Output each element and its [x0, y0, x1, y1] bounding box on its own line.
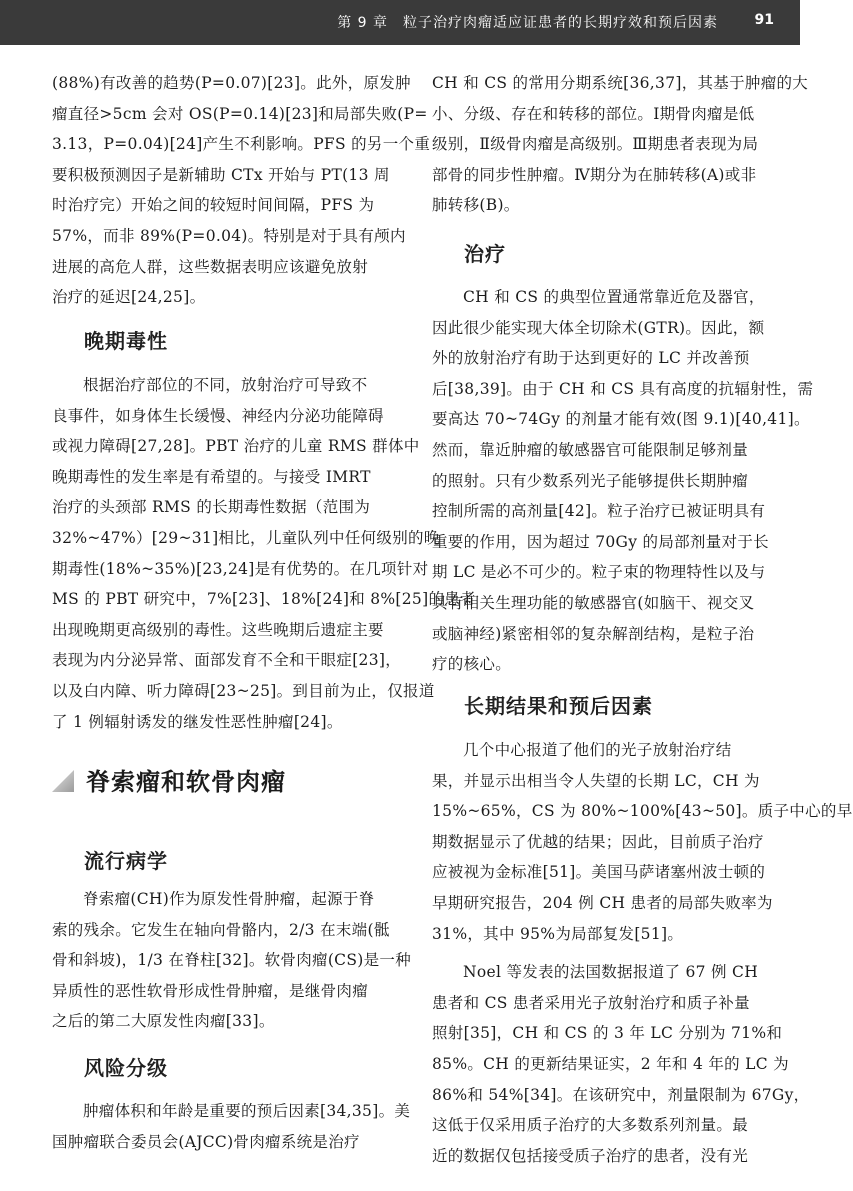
- left-column: [52, 68, 431, 313]
- text-line: 国肿瘤联合委员会(AJCC)骨肉瘤系统是治疗: [52, 1132, 360, 1151]
- text-line: 早期研究报告，204 例 CH 患者的局部失败率为: [432, 893, 773, 912]
- paragraph: [432, 282, 814, 680]
- text-line: 期毒性(18%~35%)[23,24]是有优势的。在几项针对: [52, 559, 429, 578]
- text-line: 要高达 70~74Gy 的剂量才能有效(图 9.1)[40,41]。: [432, 410, 810, 429]
- text-line: 具有相关生理功能的敏感器官(如脑干、视交叉: [432, 593, 755, 612]
- text-line: MS 的 PBT 研究中，7%[23]、18%[24]和 8%[25]的患者: [52, 590, 476, 609]
- text-line: CH 和 CS 的典型位置通常靠近危及器官，: [463, 288, 765, 306]
- text-line: 期 LC 是必不可少的。粒子束的物理特性以及与: [432, 563, 766, 582]
- text-line: 时治疗完）开始之间的较短时间间隔，PFS 为: [52, 196, 375, 215]
- paragraph: [432, 735, 853, 949]
- text-line: 部骨的同步性肿瘤。Ⅳ期分为在肺转移(A)或非: [432, 165, 757, 184]
- text-line: 重要的作用，因为超过 70Gy 的局部剂量对于长: [432, 532, 769, 551]
- text-line: 57%，而非 89%(P=0.04)。特别是对于具有颅内: [52, 226, 406, 245]
- text-line: 86%和 54%[34]。在该研究中，剂量限制为 67Gy，: [432, 1085, 810, 1104]
- text-line: 近的数据仅包括接受质子治疗的患者，没有光: [432, 1146, 749, 1165]
- text-line: 的照射。只有少数系列光子能够提供长期肿瘤: [432, 471, 749, 490]
- text-line: 15%~65%，CS 为 80%~100%[43~50]。质子中心的早: [432, 802, 853, 821]
- text-line: 骨和斜坡)，1/3 在脊柱[32]。软骨肉瘤(CS)是一种: [52, 951, 412, 970]
- text-line: 索的残余。它发生在轴向骨骼内，2/3 在末端(骶: [52, 920, 390, 939]
- left-column-block: [52, 1096, 411, 1157]
- text-line: (88%)有改善的趋势(P=0.07)[23]。此外，原发肿: [52, 74, 411, 92]
- chapter-section-heading: [52, 762, 392, 802]
- left-column-block: [52, 884, 412, 1037]
- text-line: 进展的高危人群，这些数据表明应该避免放射: [52, 257, 369, 276]
- paragraph: [432, 68, 809, 221]
- text-line: 了 1 例辐射诱发的继发性恶性肿瘤[24]。: [52, 712, 343, 731]
- text-line: 或脑神经)紧密相邻的复杂解剖结构，是粒子治: [432, 624, 755, 643]
- text-line: 后[38,39]。由于 CH 和 CS 具有高度的抗辐射性，需: [432, 379, 814, 398]
- text-line: 疗的核心。: [432, 655, 512, 674]
- text-line: 出现晚期更高级别的毒性。这些晚期后遗症主要: [52, 620, 384, 639]
- section-heading: 晚期毒性: [84, 329, 168, 353]
- text-line: 这低于仅采用质子治疗的大多数系列剂量。最: [432, 1116, 749, 1135]
- text-line: 良事件，如身体生长缓慢、神经内分泌功能障碍: [52, 406, 384, 425]
- page-number: 91: [754, 12, 774, 28]
- text-line: CH 和 CS 的常用分期系统[36,37]，其基于肿瘤的大: [432, 74, 809, 92]
- text-line: Noel 等发表的法国数据报道了 67 例 CH: [463, 963, 759, 982]
- text-line: 治疗的延迟[24,25]。: [52, 288, 206, 307]
- text-line: 因此很少能实现大体全切除术(GTR)。因此，额: [432, 318, 765, 337]
- text-line: 31%，其中 95%为局部复发[51]。: [432, 924, 684, 943]
- text-line: 治疗的头颈部 RMS 的长期毒性数据（范围为: [52, 498, 371, 517]
- text-line: 期数据显示了优越的结果；因此，目前质子治疗: [432, 832, 764, 851]
- text-line: 小、分级、存在和转移的部位。Ⅰ期骨肉瘤是低: [432, 104, 755, 123]
- section-heading: 流行病学: [84, 849, 168, 873]
- right-column-block: [432, 282, 814, 680]
- text-line: 脊索瘤(CH)作为原发性骨肿瘤，起源于脊: [83, 890, 375, 908]
- text-line: 患者和 CS 患者采用光子放射治疗和质子补量: [432, 993, 750, 1012]
- text-line: 或视力障碍[27,28]。PBT 治疗的儿童 RMS 群体中: [52, 437, 420, 456]
- text-line: 85%。CH 的更新结果证实，2 年和 4 年的 LC 为: [432, 1054, 789, 1073]
- text-line: 以及白内障、听力障碍[23~25]。到目前为止，仅报道: [52, 681, 435, 700]
- triangle-marker-icon: [52, 770, 74, 792]
- section-heading: 长期结果和预后因素: [464, 694, 653, 718]
- text-line: 果，并显示出相当令人失望的长期 LC，CH 为: [432, 771, 760, 790]
- text-line: 瘤直径>5cm 会对 OS(P=0.14)[23]和局部失败(P=: [52, 104, 428, 123]
- text-line: 级别，Ⅱ级骨肉瘤是高级别。Ⅲ期患者表现为局: [432, 135, 759, 154]
- paragraph: [52, 884, 412, 1037]
- text-line: 肿瘤体积和年龄是重要的预后因素[34,35]。美: [83, 1102, 411, 1120]
- text-line: 晚期毒性的发生率是有希望的。与接受 IMRT: [52, 467, 371, 486]
- text-line: 32%~47%）[29~31]相比，儿童队列中任何级别的晚: [52, 528, 440, 547]
- chapter-title: 第 9 章 粒子治疗肉瘤适应证患者的长期疗效和预后因素: [337, 15, 718, 31]
- right-column-block: [432, 735, 853, 1171]
- section-heading: 治疗: [464, 242, 506, 266]
- text-line: 要积极预测因子是新辅助 CTx 开始与 PT(13 周: [52, 165, 390, 184]
- text-line: 几个中心报道了他们的光子放射治疗结: [463, 741, 732, 759]
- paragraph: [52, 68, 431, 313]
- chapter-section-title: 脊索瘤和软骨肉瘤: [86, 767, 286, 796]
- right-column: [432, 68, 809, 221]
- text-line: 根据治疗部位的不同，放射治疗可导致不: [83, 376, 368, 394]
- text-line: 表现为内分泌异常、面部发育不全和干眼症[23]，: [52, 651, 402, 670]
- text-line: 3.13，P=0.04)[24]产生不利影响。PFS 的另一个重: [52, 135, 431, 154]
- page-header: [0, 0, 800, 52]
- paragraph: [432, 957, 810, 1171]
- paragraph: [52, 1096, 411, 1157]
- section-heading: 风险分级: [84, 1056, 168, 1080]
- text-line: 之后的第二大原发性肉瘤[33]。: [52, 1012, 275, 1031]
- text-line: 异质性的恶性软骨形成性骨肿瘤，是继骨肉瘤: [52, 981, 369, 1000]
- text-line: 照射[35]，CH 和 CS 的 3 年 LC 分别为 71%和: [432, 1024, 783, 1043]
- text-line: 然而，靠近肿瘤的敏感器官可能限制足够剂量: [432, 440, 749, 459]
- text-line: 应被视为金标准[51]。美国马萨诸塞州波士顿的: [432, 863, 766, 882]
- text-line: 控制所需的高剂量[42]。粒子治疗已被证明具有: [432, 502, 766, 521]
- text-line: 外的放射治疗有助于达到更好的 LC 并改善预: [432, 349, 750, 368]
- text-line: 肺转移(B)。: [432, 196, 520, 215]
